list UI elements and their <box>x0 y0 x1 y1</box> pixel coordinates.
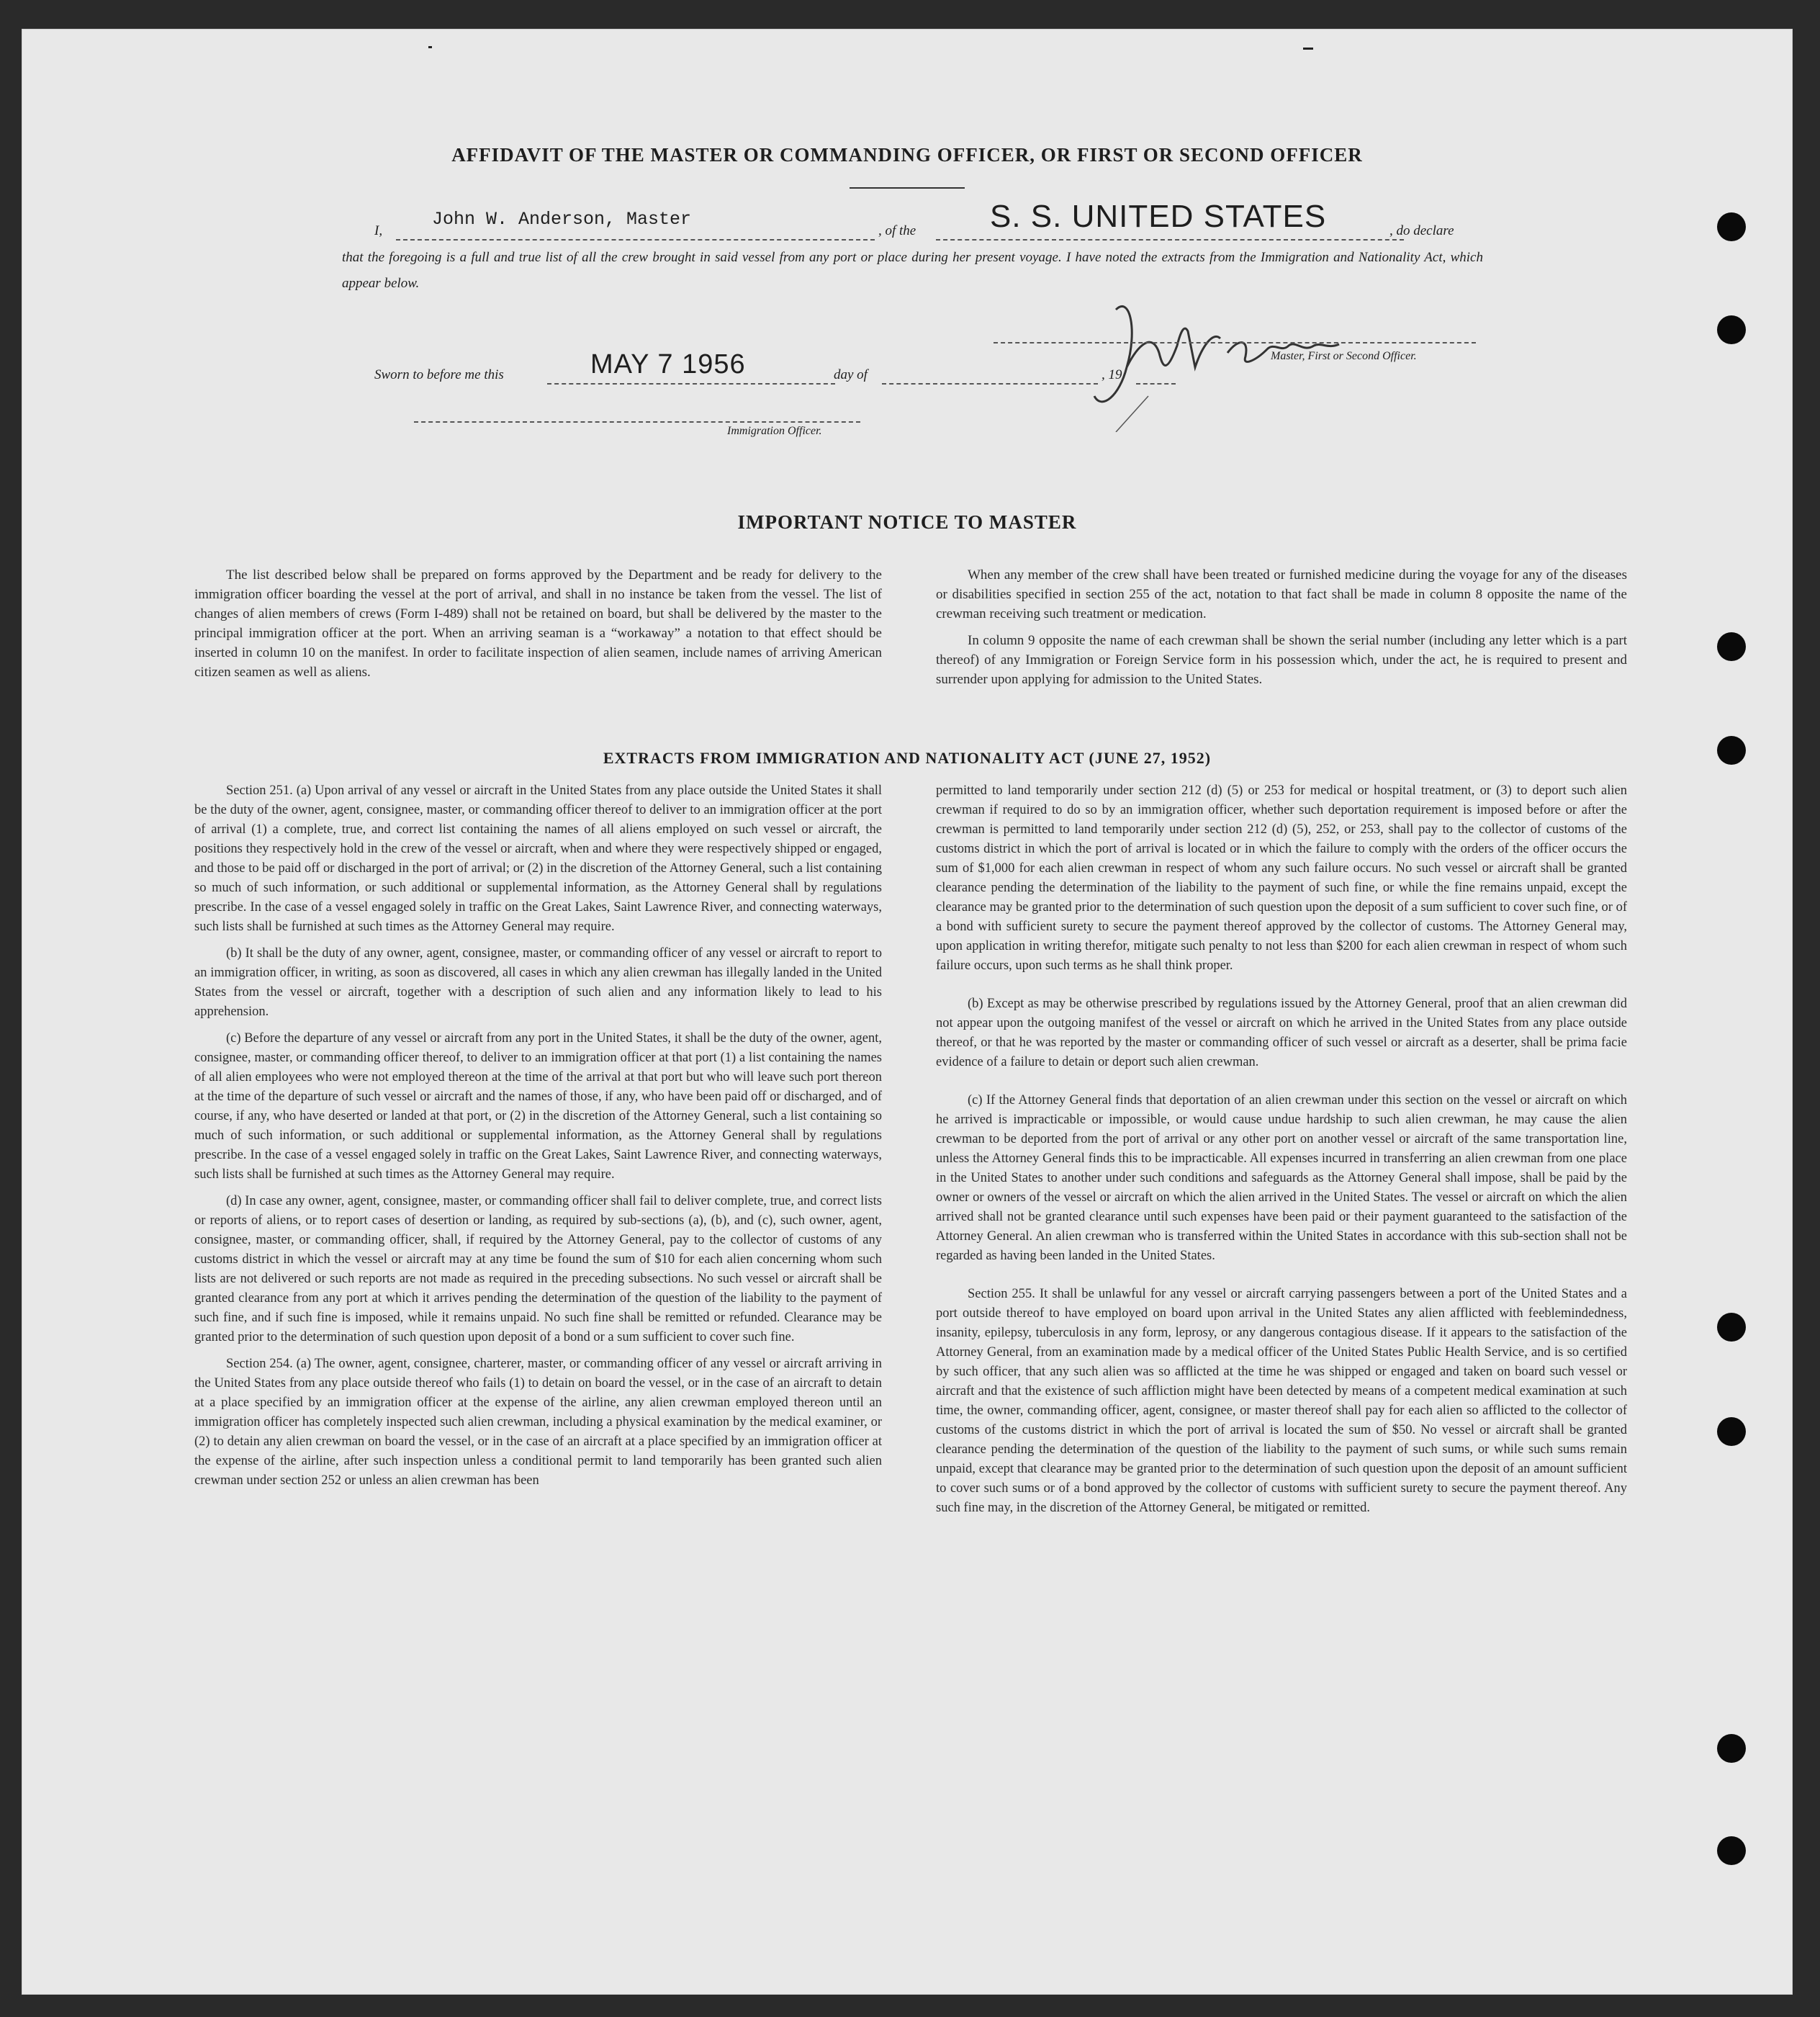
binder-hole <box>1717 1836 1746 1865</box>
section-255: Section 255. It shall be unlawful for any vessel or aircraft carrying passengers between a port of the United States and a port outside thereof to have employed on board upon arrival in the United States any alien afflicted with feeblemindedness, insanity, epilepsy, tuberculosis in any form, leprosy, or any dangerous contagious disease. If it appears to the satisfaction of the Attorney General, from an examination made by a medical officer of the United States Public Health Service, and is so certified by such officer, that any such alien was so afflicted at the time he was shipped or engaged and taken on board such vessel or aircraft and that the existence of such affliction might have been detected by means of a competent medical examination at such time, the owner, commanding officer, agent, consignee, or master thereof shall pay for each alien so afflicted to the collector of customs of the customs district in which the port of arrival is located the sum of $50. No vessel or aircraft shall be granted clearance pending the determination of the question of the liability to the payment of such sums, or while such sums remain unpaid, except that clearance may be granted prior to the determination of such question upon the deposit of an amount sufficient to cover such sums or of a bond approved by the collector of customs with sufficient surety to secure the payment thereof. Any such fine may, in the discretion of the Attorney General, be mitigated or remitted. <box>936 1287 1627 1515</box>
year-label: , 19 <box>1102 367 1122 382</box>
section-251-d: (d) In case any owner, agent, consignee, master, or commanding officer shall fail to deliver complete, true, and correct lists or reports of aliens, or to report cases of desertion or landing, as required by sub-sections (a), (b), and (c), such owner, agent, consignee, master, or commanding officer, shall, if required by the Attorney General, pay to the collector of customs of any customs district in which the vessel or aircraft may at any time be found the sum of $10 for each alien concerning whom such lists are not delivered or such reports are not made as required in the preceding subsections. No such vessel or aircraft shall be granted clearance from any port at which it arrives pending the determination of the question of the liability to the payment of such fine, and if such fine is imposed, while it remains unpaid. No such fine shall be remitted or refunded. Clearance may be granted prior to the determination of such question upon deposit of a bond or a sum sufficient to cover such fine. <box>194 1194 882 1344</box>
affidavit-title: AFFIDAVIT OF THE MASTER OR COMMANDING OFFICER, OR FIRST OR SECOND OFFICER <box>451 144 1363 166</box>
section-254-a: Section 254. (a) The owner, agent, consignee, charterer, master, or commanding officer of any vessel or aircraft arriving in the United States from any place outside thereof who fails (1) to detain on board the vessel, or in the case of an aircraft to detain at a place specified by an immigration officer at the expense of the airline, any alien crewman employed thereon until an immigration officer has completely inspected such alien crewman, including a physical examination by the medical examiner, or (2) to detain any alien crewman on board the vessel, or in the case of an aircraft at a place specified by an immigration officer at the expense of the airline, after such inspection unless a conditional permit to land temporarily has been granted such alien crewman under section 252 or unless an alien crewman has been <box>194 1357 882 1488</box>
section-251-b: (b) It shall be the duty of any owner, agent, consignee, master, or commanding officer of any vessel or aircraft to report to an immigration officer, in writing, as soon as discovered, all cases in which any alien crewman has illegally landed in the United States from the vessel or aircraft, together with a description of such alien and any information likely to lead to his apprehension. <box>194 946 882 1019</box>
officer-line <box>414 421 860 423</box>
section-254-b: (b) Except as may be otherwise prescribed by regulations issued by the Attorney General, proof that an alien crewman did not appear upon the outgoing manifest of the vessel or aircraft on which he arrived in the United States from any place outside thereof, or that he was reported by the master or commanding officer of such vessel or aircraft as a deserter, shall be prima facie evidence of a failure to detain or deport such alien crewman. <box>936 997 1627 1069</box>
year-line <box>1136 383 1176 385</box>
document-page <box>22 29 1793 1995</box>
extracts-heading: EXTRACTS FROM IMMIGRATION AND NATIONALITY ACT (JUNE 27, 1952) <box>603 749 1212 767</box>
notice-right-paragraph-1: When any member of the crew shall have been treated or furnished medicine during the voyage for any of the diseases or disabilities specified in section 255 of the act, notation to that fact shall be made in column 8 opposite the name of the crewman receiving such treatment or medication. <box>936 567 1627 621</box>
binder-hole <box>1717 315 1746 344</box>
binder-hole <box>1717 632 1746 661</box>
i-label: I, <box>374 223 383 238</box>
name-line <box>396 239 875 241</box>
signature-line <box>994 342 1476 343</box>
sworn-label: Sworn to before me this <box>374 367 504 382</box>
name-typed: John W. Anderson, Master <box>432 209 692 230</box>
scan-speck <box>428 46 432 48</box>
notice-right-paragraph-2: In column 9 opposite the name of each crewman shall be shown the serial number (including any letter which is a part thereof) of any Immigration or Foreign Service form in his possession which, under the act, he is required to present and surrender upon applying for admission to the United States. <box>936 633 1627 687</box>
do-declare-label: , do declare <box>1389 223 1454 238</box>
of-the-label: , of the <box>878 223 916 238</box>
notice-heading: IMPORTANT NOTICE TO MASTER <box>737 511 1077 533</box>
section-254-a-continued: permitted to land temporarily under section 212 (d) (5) or 253 for medical or hospital treatment, or (3) to deport such alien crewman if required to do so by an immigration officer, whether such deportation requirement is imposed before or after the crewman is permitted to land temporarily under section 212 (d) (5), 252, or 253, shall pay to the collector of customs of the customs district in which the port of arrival is located or in which the failure to comply with the orders of the officer occurs the sum of $1,000 for each alien crewman in respect of whom any such failure occurs. No such vessel or aircraft shall be granted clearance pending the determination of the liability to the payment of such fine, or while the fine remains unpaid, except the clearance may be granted prior to the determination of such question upon the deposit of a sum sufficient to cover such fine, or of a bond with sufficient surety to secure the payment thereof approved by the collector of customs. The Attorney General may, upon application in writing therefor, mitigate such penalty to not less than $200 for each alien crewman in respect of whom such failure occurs, upon such terms as he shall think proper. <box>936 783 1627 973</box>
title-rule <box>850 187 965 189</box>
sworn-date-line <box>547 383 835 385</box>
section-254-c: (c) If the Attorney General finds that deportation of an alien crewman under this section on the vessel or aircraft on which he arrived is impracticable or impossible, or would cause undue hardship to such alien crewman, he may cause the alien crewman to be deported from the port of arrival or any other port on another vessel or aircraft of the same transportation line, unless the Attorney General finds this to be impracticable. All expenses incurred in transferring an alien crewman from one place in the United States to another under such conditions and safeguards as the Attorney General shall impose, shall be paid by the owner or owners of the vessel or aircraft on which the alien arrived in the United States. The vessel or aircraft on which the alien arrived shall not be granted clearance until such expenses have been paid or their payment guaranteed to the satisfaction of the Attorney General. An alien crewman who is transferred within the United States in accordance with this sub-section shall not be regarded as having been landed in the United States. <box>936 1093 1627 1263</box>
section-251-a: Section 251. (a) Upon arrival of any vessel or aircraft in the United States from any place outside the United States it shall be the duty of the owner, agent, consignee, master, or commanding officer thereof to deliver to an immigration officer at the port of arrival (1) a complete, true, and correct list containing the names of all aliens employed on such vessel or aircraft, the positions they respectively hold in the crew of the vessel or aircraft, when and where they were respectively shipped or engaged, and those to be paid off or discharged in the port of arrival; or (2) in the discretion of the Attorney General, such a list containing so much of such information, or such additional or supplemental information, as the Attorney General shall by regulations prescribe. In the case of a vessel engaged solely in traffic on the Great Lakes, Saint Lawrence River, and connecting waterways, such lists shall be furnished at such times as the Attorney General may require. <box>194 783 882 934</box>
scan-speck <box>1303 48 1313 50</box>
binder-hole <box>1717 212 1746 241</box>
binder-hole <box>1717 1417 1746 1446</box>
extracts-left-column <box>194 781 882 1498</box>
signature-caption: Master, First or Second Officer. <box>1271 350 1417 362</box>
ship-name: S. S. UNITED STATES <box>990 199 1327 234</box>
notice-right-column <box>936 565 1627 696</box>
extracts-right-column <box>936 781 1627 1525</box>
month-line <box>882 383 1098 385</box>
sworn-date-stamp: MAY 7 1956 <box>590 349 746 379</box>
officer-caption: Immigration Officer. <box>727 425 822 437</box>
binder-hole <box>1717 1313 1746 1342</box>
binder-hole <box>1717 1734 1746 1763</box>
notice-left-paragraph: The list described below shall be prepared on forms approved by the Department and be ready for delivery to the immigration officer boarding the vessel at the port of arrival, and shall in no instance be taken from the vessel. The list of changes of alien members of crews (Form I-489) shall not be retained on board, but shall be delivered by the master to the principal immigration officer at the port. When an arriving seaman is a “workaway” a notation to that effect should be inserted in column 10 on the manifest. In order to facilitate inspection of alien seamen, include names of arriving American citizen seamen as well as aliens. <box>194 567 882 680</box>
ship-line <box>936 239 1404 241</box>
declaration-text: that the foregoing is a full and true list of all the crew brought in said vessel from any port or place during her present voyage. I have noted the extracts from the Immigration and Nationality Act, which appear below. <box>342 250 1483 291</box>
notice-left-column <box>194 565 882 689</box>
section-251-c: (c) Before the departure of any vessel or aircraft from any port in the United States, it shall be the duty of the owner, agent, consignee, master, or commanding officer thereof, to deliver to an immigration officer at that port (1) a list containing the names of all alien employees who were not employed thereon at the time of the arrival at that port but who will leave such port thereon at the time of the departure of such vessel or aircraft and the names of those, if any, who have been paid off or discharged, and of course, if any, who have deserted or landed at that port, or (2) in the discretion of the Attorney General, such a list containing so much of such information, or such additional or supplemental information, as the Attorney General shall by regulations prescribe. In the case of a vessel engaged solely in traffic on the Great Lakes, Saint Lawrence River, and connecting waterways, such lists shall be furnished at such times as the Attorney General may require. <box>194 1031 882 1182</box>
binder-hole <box>1717 736 1746 765</box>
day-of-label: day of <box>834 367 868 382</box>
